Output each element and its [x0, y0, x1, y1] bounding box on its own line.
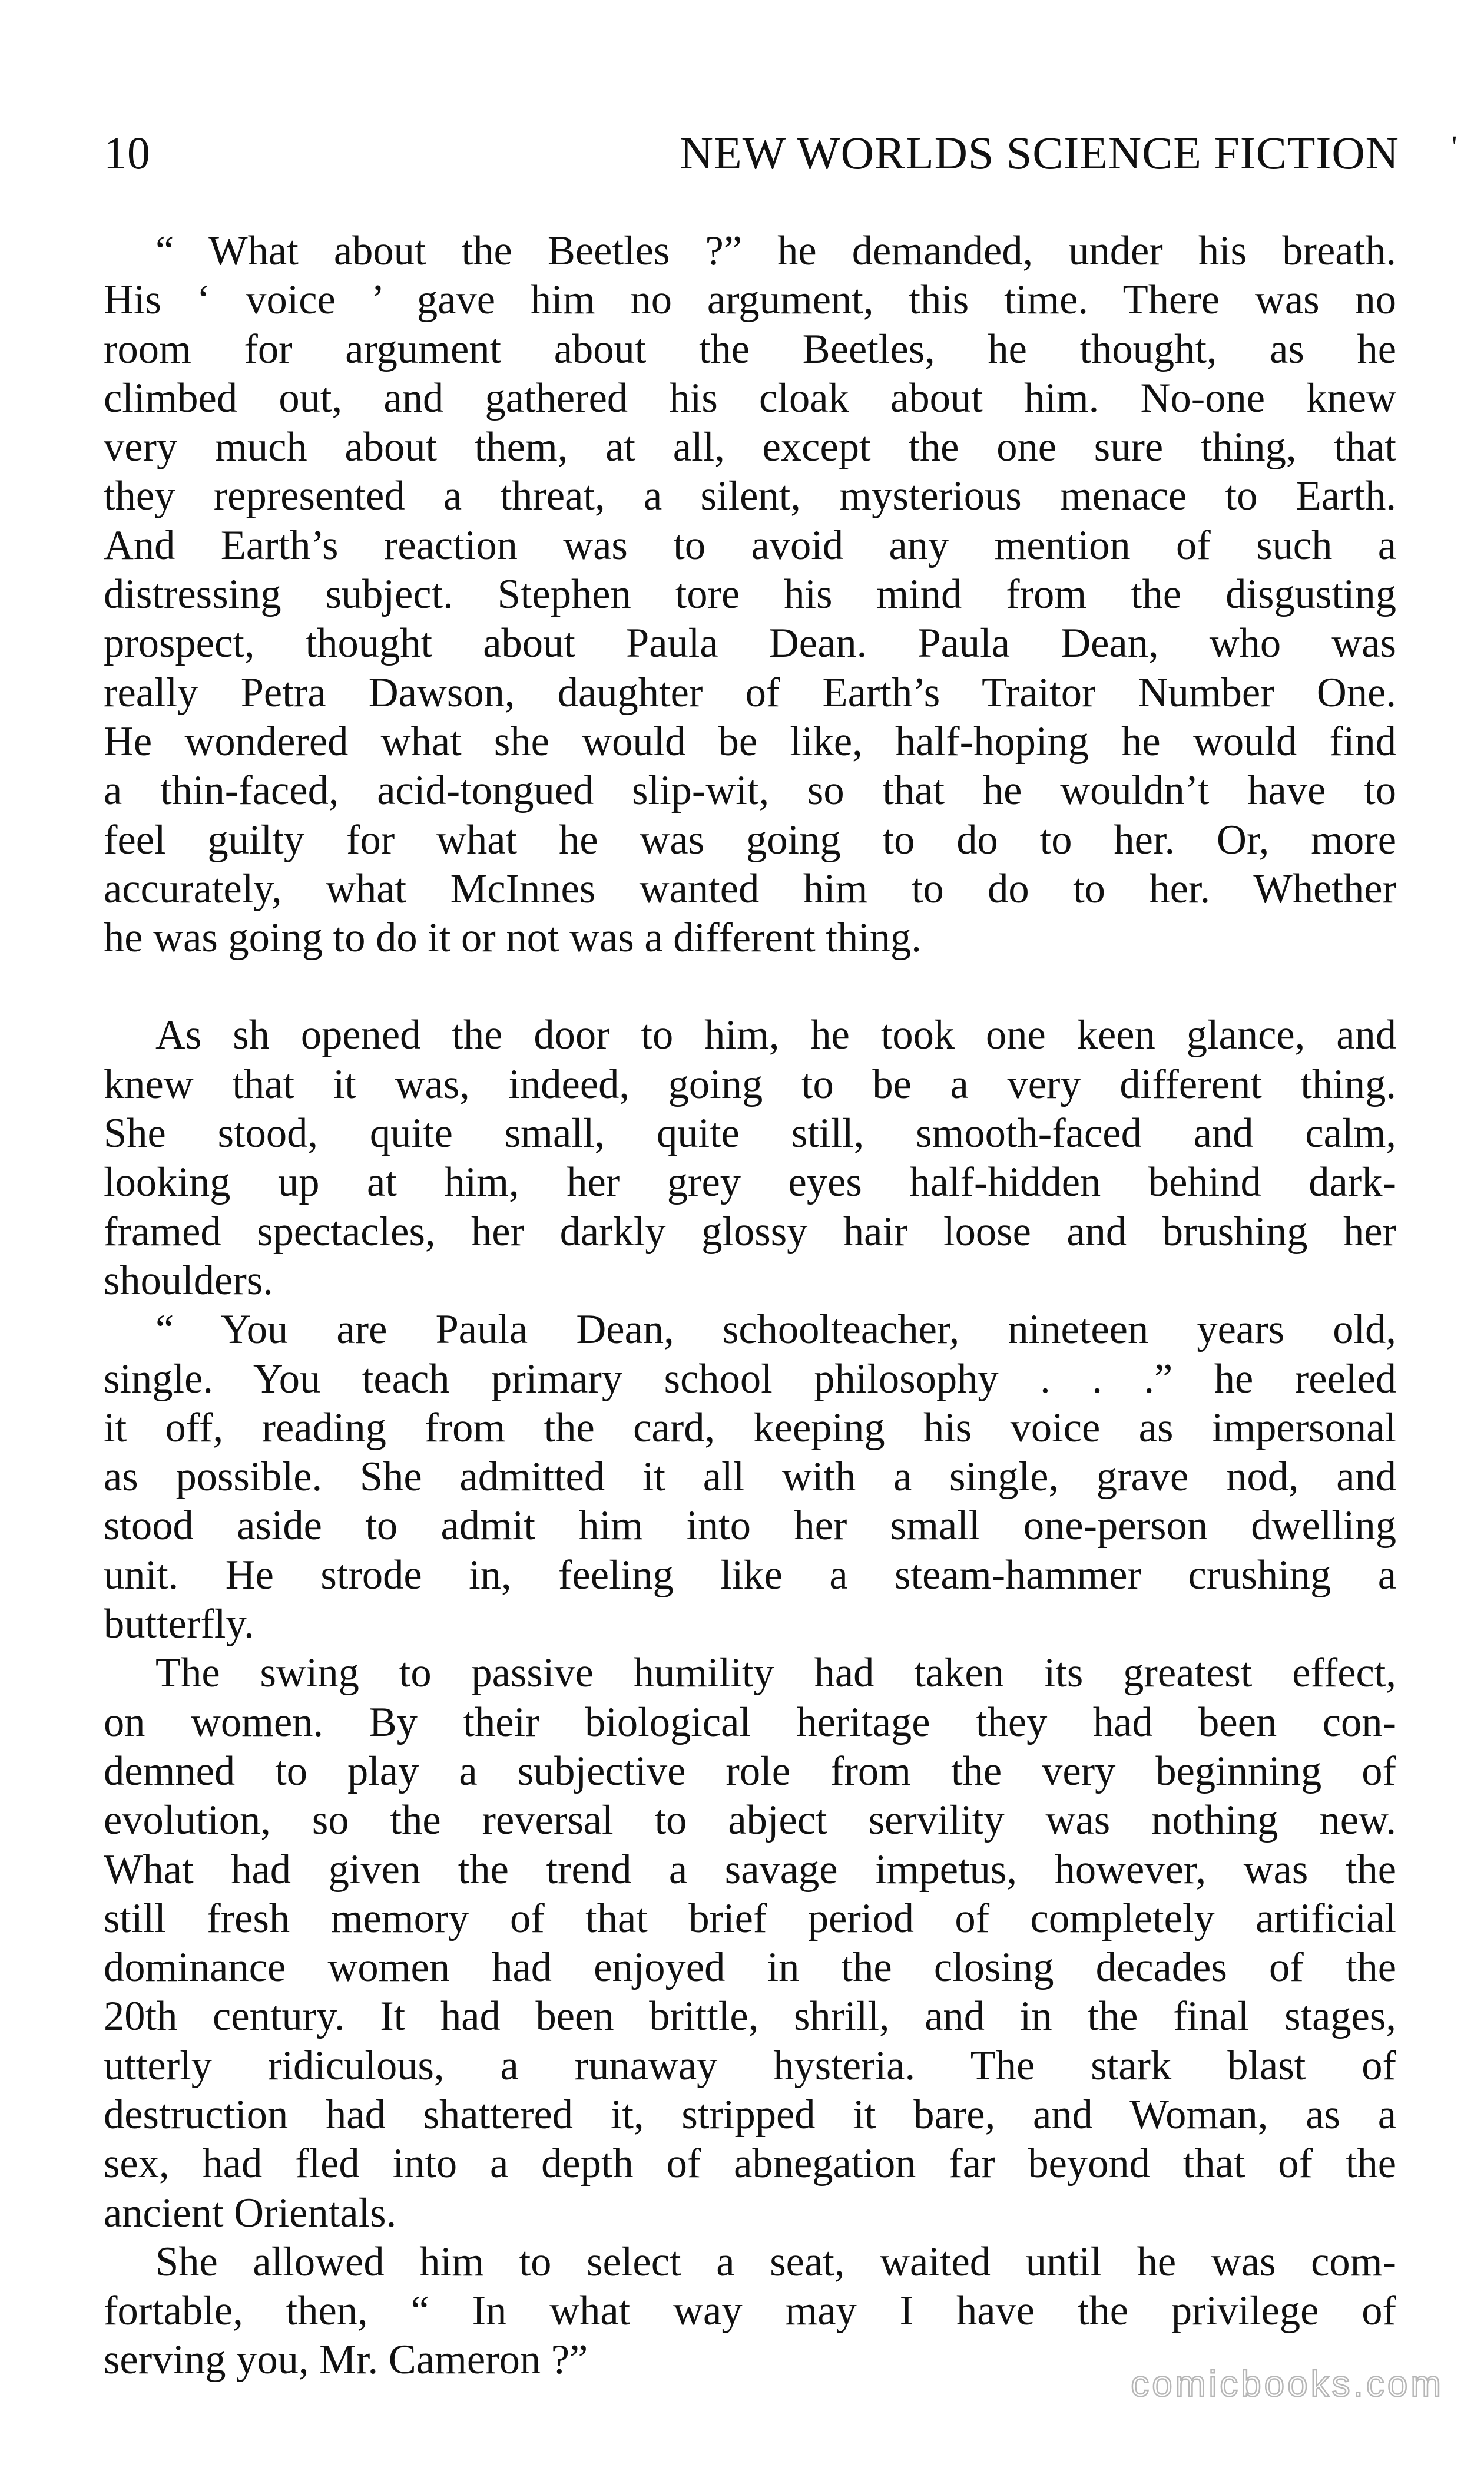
- text-line: The swing to passive humility had taken its greatest effect,: [155, 1650, 1396, 1696]
- stray-mark: ': [1452, 130, 1458, 164]
- text-line: still fresh memory of that brief period of completely artificial: [104, 1895, 1396, 1942]
- text-line: “ What about the Beetles ?” he demanded, under his breath.: [155, 228, 1396, 274]
- page-header: [104, 121, 1399, 186]
- text-line: demned to play a subjective role from the very beginning of: [104, 1748, 1396, 1794]
- text-line: it off, reading from the card, keeping his voice as impersonal: [104, 1404, 1396, 1451]
- text-line: serving you, Mr. Cameron ?”: [104, 2337, 588, 2383]
- text-line: dominance women had enjoyed in the closing decades of the: [104, 1944, 1396, 1991]
- text-line: accurately, what McInnes wanted him to do to her. Whether: [104, 865, 1396, 912]
- text-line: they represented a threat, a silent, mysterious menace to Earth.: [104, 473, 1396, 520]
- text-line: knew that it was, indeed, going to be a very different thing.: [104, 1061, 1396, 1107]
- text-line: unit. He strode in, feeling like a steam-hammer crushing a: [104, 1552, 1396, 1598]
- text-line: evolution, so the reversal to abject servility was nothing new.: [104, 1797, 1396, 1844]
- story-text: [104, 227, 1396, 2385]
- section-break: [104, 963, 1396, 1011]
- text-line: a thin-faced, acid-tongued slip-wit, so that he wouldn’t have to: [104, 768, 1396, 814]
- text-line: shoulders.: [104, 1257, 273, 1304]
- text-line: room for argument about the Beetles, he thought, as he: [104, 326, 1396, 372]
- text-line: fortable, then, “ In what way may I have the privilege of: [104, 2288, 1396, 2334]
- text-line: He wondered what she would be like, half-hoping he would find: [104, 718, 1396, 765]
- paragraph-humility: [104, 1649, 1396, 2238]
- paragraph-identity: [104, 1305, 1396, 1649]
- paragraph-beetles: [104, 227, 1396, 963]
- text-line: very much about them, at all, except the one sure thing, that: [104, 424, 1396, 471]
- page-number: 10: [104, 127, 151, 178]
- text-line: His ‘ voice ’ gave him no argument, this time. There was no: [104, 277, 1396, 323]
- running-title: NEW WORLDS SCIENCE FICTION: [680, 127, 1399, 178]
- text-line: As sh opened the door to him, he took one keen glance, and: [155, 1012, 1396, 1059]
- text-line: stood aside to admit him into her small one-person dwelling: [104, 1503, 1396, 1549]
- text-line: sex, had fled into a depth of abnegation far beyond that of the: [104, 2141, 1396, 2187]
- text-line: ancient Orientals.: [104, 2189, 397, 2236]
- text-line: single. You teach primary school philosophy . . .” he reeled: [104, 1355, 1396, 1402]
- text-line: prospect, thought about Paula Dean. Paula Dean, who was: [104, 620, 1396, 667]
- text-line: feel guilty for what he was going to do to her. Or, more: [104, 816, 1396, 863]
- watermark: comicbooks.com: [1131, 2364, 1444, 2404]
- text-line: looking up at him, her grey eyes half-hidden behind dark-: [104, 1159, 1396, 1206]
- text-line: And Earth’s reaction was to avoid any mention of such a: [104, 522, 1396, 568]
- text-line: framed spectacles, her darkly glossy hair loose and brushing her: [104, 1208, 1396, 1255]
- text-line: What had given the trend a savage impetus, however, was the: [104, 1846, 1396, 1893]
- text-line: he was going to do it or not was a different thing.: [104, 915, 922, 961]
- paragraph-door: [104, 1011, 1396, 1305]
- text-line: butterfly.: [104, 1601, 254, 1648]
- text-line: climbed out, and gathered his cloak about him. No-one knew: [104, 375, 1396, 421]
- text-line: She allowed him to select a seat, waited until he was com-: [155, 2238, 1396, 2285]
- text-line: distressing subject. Stephen tore his mind from the disgusting: [104, 571, 1396, 618]
- text-line: really Petra Dawson, daughter of Earth’s Traitor Number One.: [104, 669, 1396, 716]
- text-line: “ You are Paula Dean, schoolteacher, nineteen years old,: [155, 1307, 1396, 1353]
- text-line: She stood, quite small, quite still, smooth-faced and calm,: [104, 1110, 1396, 1157]
- text-line: on women. By their biological heritage they had been con-: [104, 1699, 1396, 1745]
- text-line: as possible. She admitted it all with a single, grave nod, and: [104, 1454, 1396, 1500]
- text-line: 20th century. It had been brittle, shrill, and in the final stages,: [104, 1993, 1396, 2040]
- text-line: utterly ridiculous, a runaway hysteria. The stark blast of: [104, 2042, 1396, 2089]
- text-line: destruction had shattered it, stripped it bare, and Woman, as a: [104, 2091, 1396, 2138]
